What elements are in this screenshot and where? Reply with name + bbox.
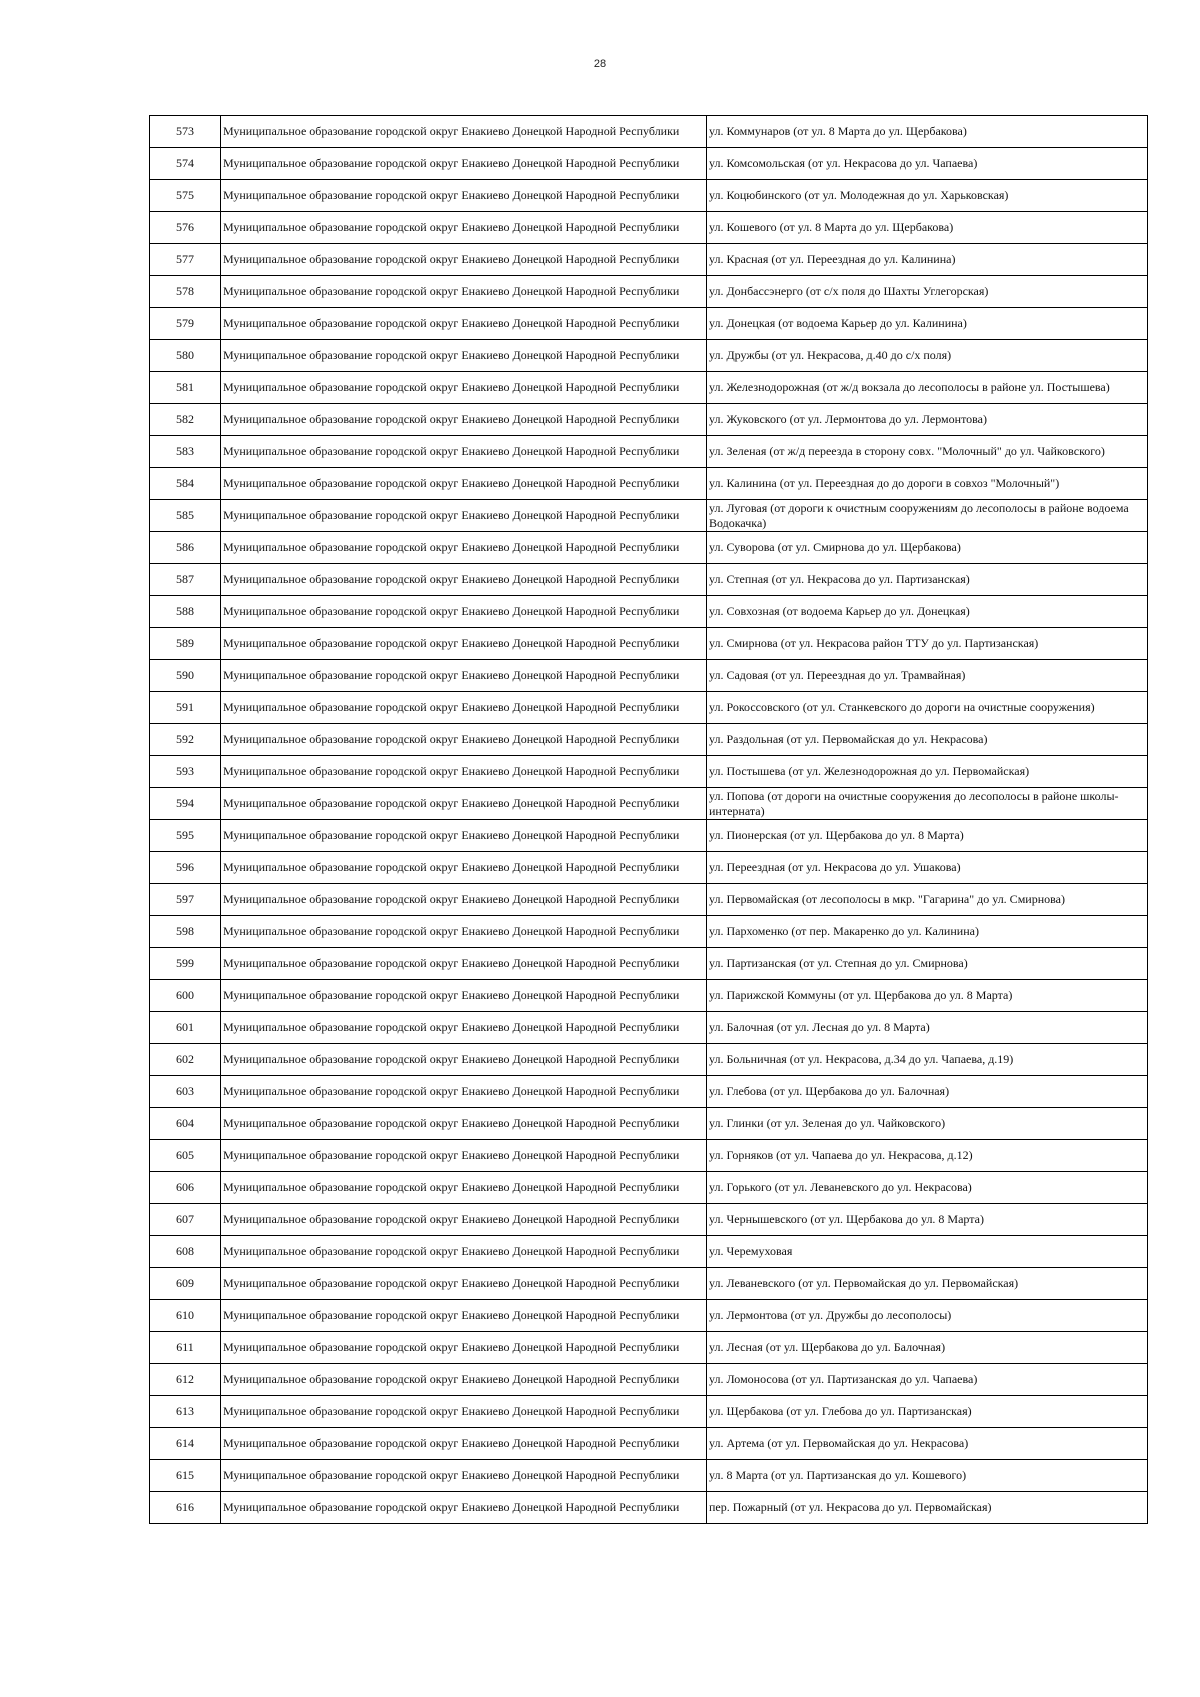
municipality-cell: Муниципальное образование городской округ Енакиево Донецкой Народной Республики	[221, 212, 707, 244]
street-cell: ул. Глинки (от ул. Зеленая до ул. Чайковского)	[707, 1108, 1148, 1140]
row-number: 575	[150, 180, 221, 212]
table-row	[150, 564, 1148, 596]
table-row	[150, 1108, 1148, 1140]
table-row	[150, 340, 1148, 372]
row-number: 585	[150, 500, 221, 532]
street-cell: ул. Пархоменко (от пер. Макаренко до ул. Калинина)	[707, 916, 1148, 948]
row-number: 614	[150, 1428, 221, 1460]
row-number: 577	[150, 244, 221, 276]
municipality-cell: Муниципальное образование городской округ Енакиево Донецкой Народной Республики	[221, 1108, 707, 1140]
municipality-cell: Муниципальное образование городской округ Енакиево Донецкой Народной Республики	[221, 1236, 707, 1268]
table-row	[150, 500, 1148, 532]
table-row	[150, 852, 1148, 884]
table-row	[150, 148, 1148, 180]
street-cell: ул. Кошевого (от ул. 8 Марта до ул. Щербакова)	[707, 212, 1148, 244]
municipality-cell: Муниципальное образование городской округ Енакиево Донецкой Народной Республики	[221, 884, 707, 916]
street-cell: ул. Черемуховая	[707, 1236, 1148, 1268]
row-number: 584	[150, 468, 221, 500]
row-number: 604	[150, 1108, 221, 1140]
street-cell: ул. Партизанская (от ул. Степная до ул. Смирнова)	[707, 948, 1148, 980]
street-cell: ул. Комсомольская (от ул. Некрасова до ул. Чапаева)	[707, 148, 1148, 180]
street-cell: ул. Горняков (от ул. Чапаева до ул. Некрасова, д.12)	[707, 1140, 1148, 1172]
table-row	[150, 180, 1148, 212]
street-cell: ул. Садовая (от ул. Переездная до ул. Трамвайная)	[707, 660, 1148, 692]
municipality-cell: Муниципальное образование городской округ Енакиево Донецкой Народной Республики	[221, 116, 707, 148]
street-cell: ул. Раздольная (от ул. Первомайская до ул. Некрасова)	[707, 724, 1148, 756]
table-row	[150, 436, 1148, 468]
table-row	[150, 1140, 1148, 1172]
municipality-cell: Муниципальное образование городской округ Енакиево Донецкой Народной Республики	[221, 692, 707, 724]
street-cell: ул. Переездная (от ул. Некрасова до ул. Ушакова)	[707, 852, 1148, 884]
street-cell: ул. Красная (от ул. Переездная до ул. Калинина)	[707, 244, 1148, 276]
municipality-cell: Муниципальное образование городской округ Енакиево Донецкой Народной Республики	[221, 372, 707, 404]
street-cell: ул. Артема (от ул. Первомайская до ул. Некрасова)	[707, 1428, 1148, 1460]
municipality-cell: Муниципальное образование городской округ Енакиево Донецкой Народной Республики	[221, 1204, 707, 1236]
street-cell: ул. Постышева (от ул. Железнодорожная до ул. Первомайская)	[707, 756, 1148, 788]
municipality-cell: Муниципальное образование городской округ Енакиево Донецкой Народной Республики	[221, 628, 707, 660]
table-row	[150, 1492, 1148, 1524]
municipality-cell: Муниципальное образование городской округ Енакиево Донецкой Народной Республики	[221, 724, 707, 756]
municipality-cell: Муниципальное образование городской округ Енакиево Донецкой Народной Республики	[221, 852, 707, 884]
row-number: 587	[150, 564, 221, 596]
row-number: 596	[150, 852, 221, 884]
row-number: 576	[150, 212, 221, 244]
table-row	[150, 724, 1148, 756]
row-number: 597	[150, 884, 221, 916]
row-number: 578	[150, 276, 221, 308]
row-number: 616	[150, 1492, 221, 1524]
table-row	[150, 1044, 1148, 1076]
municipality-cell: Муниципальное образование городской округ Енакиево Донецкой Народной Республики	[221, 1300, 707, 1332]
street-cell: ул. Суворова (от ул. Смирнова до ул. Щербакова)	[707, 532, 1148, 564]
table-row	[150, 116, 1148, 148]
municipality-cell: Муниципальное образование городской округ Енакиево Донецкой Народной Республики	[221, 1396, 707, 1428]
table-row	[150, 308, 1148, 340]
table-row	[150, 884, 1148, 916]
municipality-cell: Муниципальное образование городской округ Енакиево Донецкой Народной Республики	[221, 276, 707, 308]
row-number: 611	[150, 1332, 221, 1364]
street-cell: ул. Лесная (от ул. Щербакова до ул. Балочная)	[707, 1332, 1148, 1364]
municipality-cell: Муниципальное образование городской округ Енакиево Донецкой Народной Республики	[221, 148, 707, 180]
street-cell: ул. Донбассэнерго (от с/х поля до Шахты Углегорская)	[707, 276, 1148, 308]
municipality-cell: Муниципальное образование городской округ Енакиево Донецкой Народной Республики	[221, 756, 707, 788]
table-row	[150, 1076, 1148, 1108]
street-cell: ул. Попова (от дороги на очистные сооружения до лесополосы в районе школы-интерната)	[707, 788, 1148, 820]
row-number: 595	[150, 820, 221, 852]
row-number: 588	[150, 596, 221, 628]
row-number: 590	[150, 660, 221, 692]
street-cell: ул. Коцюбинского (от ул. Молодежная до ул. Харьковская)	[707, 180, 1148, 212]
table-row	[150, 372, 1148, 404]
street-cell: ул. Железнодорожная (от ж/д вокзала до лесополосы в районе ул. Постышева)	[707, 372, 1148, 404]
street-cell: ул. Глебова (от ул. Щербакова до ул. Балочная)	[707, 1076, 1148, 1108]
row-number: 601	[150, 1012, 221, 1044]
municipality-cell: Муниципальное образование городской округ Енакиево Донецкой Народной Республики	[221, 500, 707, 532]
table-row	[150, 980, 1148, 1012]
row-number: 593	[150, 756, 221, 788]
table-row	[150, 1204, 1148, 1236]
street-cell: ул. Ломоносова (от ул. Партизанская до ул. Чапаева)	[707, 1364, 1148, 1396]
municipality-cell: Муниципальное образование городской округ Енакиево Донецкой Народной Республики	[221, 404, 707, 436]
municipality-cell: Муниципальное образование городской округ Енакиево Донецкой Народной Республики	[221, 1012, 707, 1044]
row-number: 609	[150, 1268, 221, 1300]
row-number: 583	[150, 436, 221, 468]
street-cell: ул. Степная (от ул. Некрасова до ул. Партизанская)	[707, 564, 1148, 596]
table-row	[150, 1012, 1148, 1044]
table-row	[150, 1396, 1148, 1428]
row-number: 610	[150, 1300, 221, 1332]
municipality-cell: Муниципальное образование городской округ Енакиево Донецкой Народной Республики	[221, 1076, 707, 1108]
table-row	[150, 212, 1148, 244]
municipality-cell: Муниципальное образование городской округ Енакиево Донецкой Народной Республики	[221, 1268, 707, 1300]
street-cell: ул. Коммунаров (от ул. 8 Марта до ул. Щербакова)	[707, 116, 1148, 148]
row-number: 592	[150, 724, 221, 756]
table-row	[150, 468, 1148, 500]
table-row	[150, 1172, 1148, 1204]
street-cell: ул. Балочная (от ул. Лесная до ул. 8 Марта)	[707, 1012, 1148, 1044]
row-number: 586	[150, 532, 221, 564]
table-row	[150, 916, 1148, 948]
table-row	[150, 596, 1148, 628]
street-cell: ул. Жуковского (от ул. Лермонтова до ул. Лермонтова)	[707, 404, 1148, 436]
municipality-cell: Муниципальное образование городской округ Енакиево Донецкой Народной Республики	[221, 564, 707, 596]
municipality-cell: Муниципальное образование городской округ Енакиево Донецкой Народной Республики	[221, 820, 707, 852]
municipality-cell: Муниципальное образование городской округ Енакиево Донецкой Народной Республики	[221, 1460, 707, 1492]
table-row	[150, 532, 1148, 564]
table-row	[150, 1300, 1148, 1332]
street-cell: ул. Горького (от ул. Леваневского до ул. Некрасова)	[707, 1172, 1148, 1204]
row-number: 580	[150, 340, 221, 372]
municipality-cell: Муниципальное образование городской округ Енакиево Донецкой Народной Республики	[221, 1172, 707, 1204]
municipality-cell: Муниципальное образование городской округ Енакиево Донецкой Народной Республики	[221, 1428, 707, 1460]
street-cell: ул. Дружбы (от ул. Некрасова, д.40 до с/х поля)	[707, 340, 1148, 372]
street-cell: ул. Рокоссовского (от ул. Станкевского до дороги на очистные сооружения)	[707, 692, 1148, 724]
row-number: 581	[150, 372, 221, 404]
table-row	[150, 948, 1148, 980]
table-row	[150, 1428, 1148, 1460]
street-cell: ул. Смирнова (от ул. Некрасова район ТТУ до ул. Партизанская)	[707, 628, 1148, 660]
municipality-cell: Муниципальное образование городской округ Енакиево Донецкой Народной Республики	[221, 660, 707, 692]
row-number: 598	[150, 916, 221, 948]
row-number: 608	[150, 1236, 221, 1268]
municipality-cell: Муниципальное образование городской округ Енакиево Донецкой Народной Республики	[221, 596, 707, 628]
row-number: 591	[150, 692, 221, 724]
street-cell: ул. Совхозная (от водоема Карьер до ул. Донецкая)	[707, 596, 1148, 628]
street-registry-table	[149, 115, 1148, 1524]
table-row	[150, 692, 1148, 724]
municipality-cell: Муниципальное образование городской округ Енакиево Донецкой Народной Республики	[221, 436, 707, 468]
municipality-cell: Муниципальное образование городской округ Енакиево Донецкой Народной Республики	[221, 1140, 707, 1172]
street-cell: пер. Пожарный (от ул. Некрасова до ул. Первомайская)	[707, 1492, 1148, 1524]
street-cell: ул. Калинина (от ул. Переездная до до дороги в совхоз "Молочный")	[707, 468, 1148, 500]
row-number: 603	[150, 1076, 221, 1108]
table-row	[150, 244, 1148, 276]
row-number: 579	[150, 308, 221, 340]
street-cell: ул. Донецкая (от водоема Карьер до ул. Калинина)	[707, 308, 1148, 340]
street-cell: ул. 8 Марта (от ул. Партизанская до ул. Кошевого)	[707, 1460, 1148, 1492]
table-row	[150, 628, 1148, 660]
row-number: 612	[150, 1364, 221, 1396]
row-number: 607	[150, 1204, 221, 1236]
municipality-cell: Муниципальное образование городской округ Енакиево Донецкой Народной Республики	[221, 340, 707, 372]
municipality-cell: Муниципальное образование городской округ Енакиево Донецкой Народной Республики	[221, 244, 707, 276]
municipality-cell: Муниципальное образование городской округ Енакиево Донецкой Народной Республики	[221, 532, 707, 564]
municipality-cell: Муниципальное образование городской округ Енакиево Донецкой Народной Республики	[221, 788, 707, 820]
municipality-cell: Муниципальное образование городской округ Енакиево Донецкой Народной Республики	[221, 1332, 707, 1364]
street-cell: ул. Лермонтова (от ул. Дружбы до лесополосы)	[707, 1300, 1148, 1332]
municipality-cell: Муниципальное образование городской округ Енакиево Донецкой Народной Республики	[221, 308, 707, 340]
row-number: 589	[150, 628, 221, 660]
municipality-cell: Муниципальное образование городской округ Енакиево Донецкой Народной Республики	[221, 1044, 707, 1076]
street-cell: ул. Чернышевского (от ул. Щербакова до ул. 8 Марта)	[707, 1204, 1148, 1236]
table-row	[150, 1364, 1148, 1396]
municipality-cell: Муниципальное образование городской округ Енакиево Донецкой Народной Республики	[221, 180, 707, 212]
street-cell: ул. Парижской Коммуны (от ул. Щербакова до ул. 8 Марта)	[707, 980, 1148, 1012]
table-body	[150, 116, 1148, 1524]
row-number: 582	[150, 404, 221, 436]
table-row	[150, 404, 1148, 436]
table-row	[150, 820, 1148, 852]
row-number: 602	[150, 1044, 221, 1076]
street-cell: ул. Первомайская (от лесополосы в мкр. "Гагарина" до ул. Смирнова)	[707, 884, 1148, 916]
row-number: 606	[150, 1172, 221, 1204]
municipality-cell: Муниципальное образование городской округ Енакиево Донецкой Народной Республики	[221, 948, 707, 980]
table-row	[150, 756, 1148, 788]
row-number: 594	[150, 788, 221, 820]
page-number: 28	[593, 58, 607, 70]
street-cell: ул. Больничная (от ул. Некрасова, д.34 до ул. Чапаева, д.19)	[707, 1044, 1148, 1076]
table-row	[150, 1236, 1148, 1268]
row-number: 574	[150, 148, 221, 180]
municipality-cell: Муниципальное образование городской округ Енакиево Донецкой Народной Республики	[221, 916, 707, 948]
municipality-cell: Муниципальное образование городской округ Енакиево Донецкой Народной Республики	[221, 1364, 707, 1396]
street-cell: ул. Леваневского (от ул. Первомайская до ул. Первомайская)	[707, 1268, 1148, 1300]
row-number: 599	[150, 948, 221, 980]
table-row	[150, 1268, 1148, 1300]
row-number: 613	[150, 1396, 221, 1428]
row-number: 605	[150, 1140, 221, 1172]
row-number: 573	[150, 116, 221, 148]
street-cell: ул. Пионерская (от ул. Щербакова до ул. 8 Марта)	[707, 820, 1148, 852]
municipality-cell: Муниципальное образование городской округ Енакиево Донецкой Народной Республики	[221, 468, 707, 500]
row-number: 600	[150, 980, 221, 1012]
table-row	[150, 1460, 1148, 1492]
street-cell: ул. Щербакова (от ул. Глебова до ул. Партизанская)	[707, 1396, 1148, 1428]
street-cell: ул. Луговая (от дороги к очистным сооружениям до лесополосы в районе водоема Водокачка)	[707, 500, 1148, 532]
street-cell: ул. Зеленая (от ж/д переезда в сторону совх. "Молочный" до ул. Чайковского)	[707, 436, 1148, 468]
row-number: 615	[150, 1460, 221, 1492]
table-row	[150, 276, 1148, 308]
table-row	[150, 1332, 1148, 1364]
municipality-cell: Муниципальное образование городской округ Енакиево Донецкой Народной Республики	[221, 1492, 707, 1524]
municipality-cell: Муниципальное образование городской округ Енакиево Донецкой Народной Республики	[221, 980, 707, 1012]
table-row	[150, 788, 1148, 820]
table-row	[150, 660, 1148, 692]
